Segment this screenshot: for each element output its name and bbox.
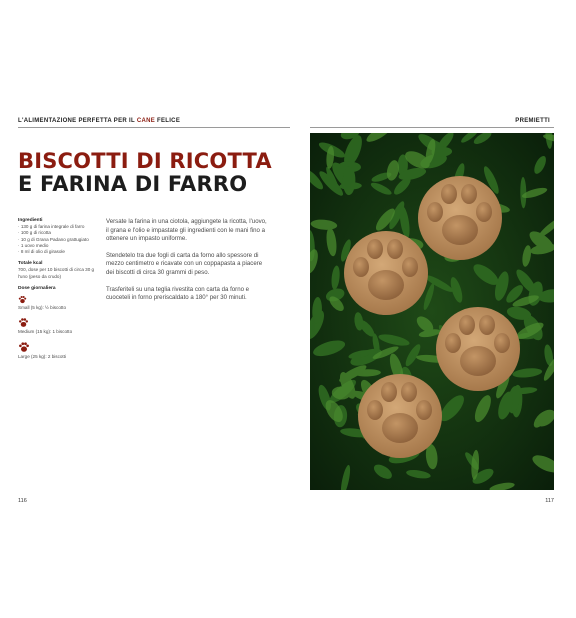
recipe-title xyxy=(18,150,272,196)
recipe-title-line-2: E FARINA DI FARRO xyxy=(18,172,248,196)
paw-biscuit xyxy=(358,374,442,458)
recipe-sidebar xyxy=(18,218,104,361)
ingredient-item: · 100 g di ricotta xyxy=(18,230,104,236)
recipe-instructions xyxy=(106,218,269,311)
instruction-paragraph: Stendetelo tra due fogli di carta da forno allo spessore di mezzo centimetro e ricavate con un coppapasta a piacere dei biscotti di circa 30 grammi di peso. xyxy=(106,251,263,276)
dose-small xyxy=(18,295,104,311)
instruction-paragraph: Versate la farina in una ciotola, aggiungete la ricotta, l'uovo, il grana e l'olio e impastate gli ingredienti con le mani fino a ottenere un impasto uniforme. xyxy=(106,218,267,243)
kcal-heading: Totale kcal xyxy=(18,261,43,267)
ingredients-list xyxy=(18,224,104,255)
dose-label: Small (5 kg): ½ biscotto xyxy=(18,305,66,311)
paw-icon xyxy=(18,341,30,353)
paw-biscuits-on-leaves-image xyxy=(310,133,554,490)
ingredient-item: · 10 g di Grana Padano grattugiato xyxy=(18,237,104,243)
ingredient-item: · 130 g di farina integrale di farro xyxy=(18,224,104,230)
header-left-text: L'ALIMENTAZIONE PERFETTA PER IL xyxy=(18,118,137,124)
header-left-suffix: FELICE xyxy=(155,118,181,124)
ingredient-item: · 1 uovo medio xyxy=(18,243,104,249)
dose-heading: Dose giornaliera xyxy=(18,285,56,291)
instruction-paragraph: Trasferiteli su una teglia rivestita con carta da forno e cuoceteli in forno preriscaldato a 180° per 30 minuti. xyxy=(106,285,250,302)
page-number-left: 116 xyxy=(18,498,27,504)
ingredients-heading: Ingredienti xyxy=(18,218,43,223)
header-accent-word: CANE xyxy=(136,118,156,124)
paw-icon xyxy=(18,295,27,304)
paw-biscuit xyxy=(436,307,520,391)
paw-biscuit xyxy=(344,231,428,315)
header-rule-left xyxy=(18,127,290,128)
header-rule-right xyxy=(310,127,554,128)
dose-label: Medium (15 kg): 1 biscotto xyxy=(18,329,73,335)
page-number-right: 117 xyxy=(545,498,554,504)
dose-large xyxy=(18,341,104,360)
dose-label: Large (25 kg): 2 biscotti xyxy=(18,354,67,360)
biscuits-photo xyxy=(310,133,554,490)
paw-icon xyxy=(18,317,29,328)
running-header-left xyxy=(18,118,180,124)
paw-biscuit xyxy=(418,176,502,260)
recipe-title-line-1: BISCOTTI DI RICOTTA xyxy=(18,149,272,173)
kcal-text: 700, dose per 10 biscotti di circa 30 g l'uno (peso da crudo) xyxy=(18,267,95,279)
running-header-right: PREMIETTI xyxy=(515,118,550,124)
dose-medium xyxy=(18,317,104,335)
ingredient-item: · 8 ml di olio di girasole xyxy=(18,249,104,255)
